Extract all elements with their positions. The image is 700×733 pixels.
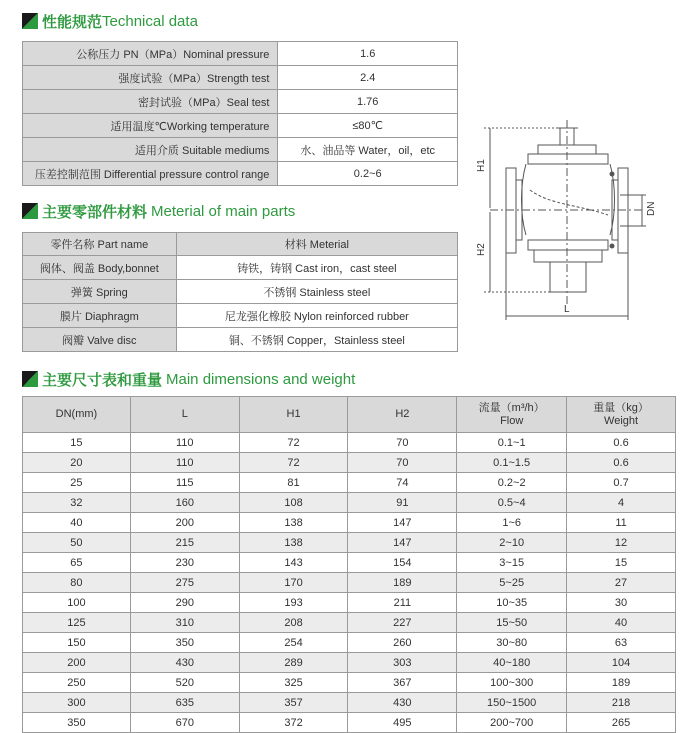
dimensions-row [23,593,676,613]
dims-cell-flow: 1~6 [457,513,567,533]
materials-heading-en: Meterial of main parts [151,202,296,220]
dims-cell-dn: 300 [23,693,131,713]
technical-row [23,90,458,114]
dimensions-row [23,533,676,553]
dims-cell-dn: 20 [23,453,131,473]
technical-label: 强度试验（MPa）Strength test [23,66,278,90]
technical-data-heading [22,11,198,31]
dimensions-row [23,613,676,633]
dims-cell-dn: 150 [23,633,131,653]
dimensions-row [23,653,676,673]
dims-cell-h1: 72 [239,433,348,453]
technical-data-table [22,41,458,186]
materials-table [22,232,458,352]
dims-header-flow-zh: 流量（m³/h） [478,401,545,414]
dims-cell-dn: 100 [23,593,131,613]
technical-row [23,42,458,66]
dims-cell-h1: 72 [239,453,348,473]
dims-header-weight-en: Weight [604,414,639,427]
dims-cell-dn: 80 [23,573,131,593]
dimensions-row [23,493,676,513]
dims-cell-l: 160 [130,493,239,513]
materials-part: 弹簧 Spring [23,280,177,304]
technical-label: 压差控制范围 Differential pressure control range [23,162,278,186]
dims-cell-h1: 193 [239,593,348,613]
dims-cell-flow: 100~300 [457,673,567,693]
dims-cell-flow: 0.5~4 [457,493,567,513]
dims-cell-h2: 495 [348,713,457,733]
dims-cell-h1: 372 [239,713,348,733]
dims-cell-l: 310 [130,613,239,633]
technical-label: 适用介质 Suitable mediums [23,138,278,162]
dims-cell-weight: 4 [567,493,676,513]
dims-cell-h1: 138 [239,513,348,533]
dims-cell-h1: 325 [239,673,348,693]
technical-row [23,162,458,186]
dims-cell-h2: 154 [348,553,457,573]
dims-cell-h2: 303 [348,653,457,673]
dims-cell-dn: 32 [23,493,131,513]
dims-cell-flow: 0.1~1 [457,433,567,453]
dims-cell-weight: 40 [567,613,676,633]
dims-cell-h2: 147 [348,533,457,553]
diagram-label-dn: DN [646,201,657,216]
dims-cell-weight: 189 [567,673,676,693]
dims-cell-dn: 40 [23,513,131,533]
dims-header-h1: H1 [239,397,348,433]
materials-header-part: 零件名称 Part name [23,233,177,256]
technical-row [23,114,458,138]
dims-cell-weight: 0.6 [567,433,676,453]
dimensions-row [23,473,676,493]
diagram-label-l: L [564,304,570,315]
technical-label: 公称压力 PN（MPa）Nominal pressure [23,42,278,66]
dims-cell-h2: 430 [348,693,457,713]
materials-material: 不锈钢 Stainless steel [176,280,457,304]
dims-cell-h2: 70 [348,433,457,453]
dims-cell-weight: 27 [567,573,676,593]
dims-cell-h1: 170 [239,573,348,593]
section-bullet-icon [22,203,38,219]
technical-heading-en: Technical data [102,12,198,30]
dims-cell-h2: 70 [348,453,457,473]
technical-value: 1.6 [278,42,458,66]
dims-cell-flow: 30~80 [457,633,567,653]
dims-cell-l: 430 [130,653,239,673]
dims-cell-weight: 30 [567,593,676,613]
technical-value: 2.4 [278,66,458,90]
dims-cell-l: 520 [130,673,239,693]
dims-header-weight [567,397,676,433]
dims-cell-weight: 63 [567,633,676,653]
dims-cell-l: 215 [130,533,239,553]
dims-cell-dn: 25 [23,473,131,493]
dims-header-flow-en: Flow [500,414,524,427]
dims-cell-h1: 357 [239,693,348,713]
dimensions-table [22,396,676,733]
materials-row [23,256,458,280]
materials-material: 铜、不锈钢 Copper，Stainless steel [176,328,457,352]
dims-cell-dn: 65 [23,553,131,573]
dims-header-weight-zh: 重量（kg） [593,401,649,414]
dims-cell-l: 230 [130,553,239,573]
technical-label: 密封试验（MPa）Seal test [23,90,278,114]
valve-dimension-diagram [470,110,670,330]
dims-cell-l: 110 [130,453,239,473]
dims-cell-flow: 5~25 [457,573,567,593]
dims-cell-l: 290 [130,593,239,613]
dims-cell-h1: 143 [239,553,348,573]
technical-row [23,138,458,162]
dims-cell-flow: 150~1500 [457,693,567,713]
dims-cell-weight: 265 [567,713,676,733]
dimensions-heading-zh: 主要尺寸表和重量 [42,371,163,389]
technical-value: 0.2~6 [278,162,458,186]
dimensions-row [23,633,676,653]
dimensions-row [23,453,676,473]
dims-cell-h2: 147 [348,513,457,533]
dimensions-heading [22,369,355,389]
dims-cell-flow: 10~35 [457,593,567,613]
dims-cell-dn: 200 [23,653,131,673]
materials-row [23,328,458,352]
dims-cell-dn: 50 [23,533,131,553]
dims-cell-h1: 108 [239,493,348,513]
materials-header-material: 材料 Meterial [176,233,457,256]
dimensions-heading-en: Main dimensions and weight [166,370,356,388]
materials-part: 阀体、阀盖 Body,bonnet [23,256,177,280]
materials-row [23,304,458,328]
dims-cell-weight: 0.7 [567,473,676,493]
dims-cell-h2: 91 [348,493,457,513]
dims-cell-weight: 218 [567,693,676,713]
dims-cell-flow: 0.1~1.5 [457,453,567,473]
dims-cell-h2: 74 [348,473,457,493]
dims-header-h2: H2 [348,397,457,433]
dimensions-row [23,553,676,573]
diagram-label-h1: H1 [476,159,487,172]
diagram-label-h2: H2 [476,243,487,256]
dims-cell-dn: 15 [23,433,131,453]
dims-header-dn: DN(mm) [23,397,131,433]
dims-cell-h1: 254 [239,633,348,653]
technical-heading-zh: 性能规范 [42,13,103,31]
dims-cell-weight: 11 [567,513,676,533]
dimensions-row [23,673,676,693]
dims-header-flow [457,397,567,433]
dims-cell-weight: 15 [567,553,676,573]
dims-cell-h2: 211 [348,593,457,613]
dims-cell-dn: 125 [23,613,131,633]
dims-cell-h1: 289 [239,653,348,673]
dims-cell-flow: 2~10 [457,533,567,553]
section-bullet-icon [22,371,38,387]
dims-cell-h2: 367 [348,673,457,693]
dims-cell-dn: 350 [23,713,131,733]
dims-cell-flow: 40~180 [457,653,567,673]
technical-value: 1.76 [278,90,458,114]
dims-cell-l: 275 [130,573,239,593]
section-bullet-icon [22,13,38,29]
materials-part: 阀瓣 Valve disc [23,328,177,352]
technical-row [23,66,458,90]
technical-value: 水、油品等 Water，oil，etc [278,138,458,162]
dims-cell-flow: 0.2~2 [457,473,567,493]
dimensions-row [23,713,676,733]
materials-material: 铸铁，铸钢 Cast iron，cast steel [176,256,457,280]
technical-value: ≤80℃ [278,114,458,138]
dims-cell-l: 670 [130,713,239,733]
dims-cell-h1: 138 [239,533,348,553]
dims-cell-l: 350 [130,633,239,653]
dims-cell-dn: 250 [23,673,131,693]
dims-header-l: L [130,397,239,433]
dims-cell-weight: 104 [567,653,676,673]
dimensions-row [23,433,676,453]
dims-cell-h1: 81 [239,473,348,493]
materials-material: 尼龙强化橡胶 Nylon reinforced rubber [176,304,457,328]
dimensions-row [23,573,676,593]
dims-cell-h2: 227 [348,613,457,633]
dims-cell-weight: 12 [567,533,676,553]
materials-row [23,280,458,304]
dims-cell-flow: 3~15 [457,553,567,573]
dimensions-row [23,693,676,713]
dims-cell-h1: 208 [239,613,348,633]
dims-cell-l: 110 [130,433,239,453]
materials-part: 膜片 Diaphragm [23,304,177,328]
technical-label: 适用温度℃Working temperature [23,114,278,138]
dimensions-row [23,513,676,533]
dims-cell-flow: 15~50 [457,613,567,633]
dims-cell-l: 200 [130,513,239,533]
dims-cell-l: 115 [130,473,239,493]
materials-heading [22,201,295,221]
dims-cell-h2: 260 [348,633,457,653]
dims-cell-flow: 200~700 [457,713,567,733]
dims-cell-h2: 189 [348,573,457,593]
dims-cell-l: 635 [130,693,239,713]
materials-heading-zh: 主要零部件材料 [42,203,148,221]
dims-cell-weight: 0.6 [567,453,676,473]
